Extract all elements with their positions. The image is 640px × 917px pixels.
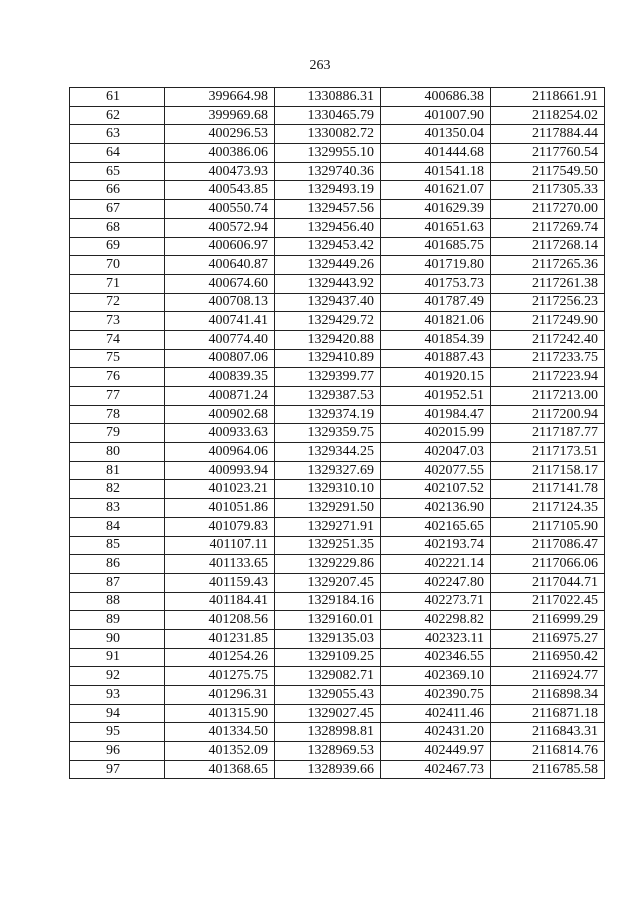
table-row (70, 312, 605, 331)
point-number-cell: 82 (70, 480, 165, 499)
y2-cell: 2116999.29 (491, 611, 605, 630)
y2-cell: 2117549.50 (491, 162, 605, 181)
y1-cell: 1330886.31 (275, 88, 381, 107)
table-row (70, 368, 605, 387)
table-row (70, 106, 605, 125)
x1-cell: 400933.63 (165, 424, 275, 443)
y1-cell: 1329310.10 (275, 480, 381, 499)
point-number-cell: 74 (70, 330, 165, 349)
x1-cell: 399969.68 (165, 106, 275, 125)
point-number-cell: 94 (70, 704, 165, 723)
x1-cell: 400708.13 (165, 293, 275, 312)
y2-cell: 2117187.77 (491, 424, 605, 443)
point-number-cell: 90 (70, 629, 165, 648)
y2-cell: 2117223.94 (491, 368, 605, 387)
x2-cell: 401854.39 (381, 330, 491, 349)
x1-cell: 400871.24 (165, 387, 275, 406)
point-number-cell: 76 (70, 368, 165, 387)
x1-cell: 400640.87 (165, 256, 275, 275)
y1-cell: 1329135.03 (275, 629, 381, 648)
table-row (70, 181, 605, 200)
y2-cell: 2117270.00 (491, 200, 605, 219)
y1-cell: 1329271.91 (275, 517, 381, 536)
point-number-cell: 71 (70, 274, 165, 293)
point-number-cell: 75 (70, 349, 165, 368)
x2-cell: 401984.47 (381, 405, 491, 424)
y2-cell: 2117213.00 (491, 387, 605, 406)
table-row (70, 330, 605, 349)
y1-cell: 1329082.71 (275, 667, 381, 686)
table-row (70, 88, 605, 107)
table-row (70, 667, 605, 686)
y2-cell: 2117158.17 (491, 461, 605, 480)
y1-cell: 1330082.72 (275, 125, 381, 144)
table-row (70, 723, 605, 742)
x1-cell: 400964.06 (165, 443, 275, 462)
table-row (70, 200, 605, 219)
point-number-cell: 79 (70, 424, 165, 443)
x2-cell: 402411.46 (381, 704, 491, 723)
y2-cell: 2117105.90 (491, 517, 605, 536)
y2-cell: 2117022.45 (491, 592, 605, 611)
y1-cell: 1329453.42 (275, 237, 381, 256)
x2-cell: 402390.75 (381, 686, 491, 705)
x1-cell: 401275.75 (165, 667, 275, 686)
y1-cell: 1328939.66 (275, 760, 381, 779)
y1-cell: 1329456.40 (275, 218, 381, 237)
x2-cell: 401621.07 (381, 181, 491, 200)
x2-cell: 401821.06 (381, 312, 491, 331)
point-number-cell: 73 (70, 312, 165, 331)
page-number: 263 (309, 58, 331, 73)
table-row (70, 293, 605, 312)
y2-cell: 2117305.33 (491, 181, 605, 200)
y1-cell: 1329493.19 (275, 181, 381, 200)
point-number-cell: 68 (70, 218, 165, 237)
x1-cell: 400296.53 (165, 125, 275, 144)
y2-cell: 2117141.78 (491, 480, 605, 499)
x2-cell: 401651.63 (381, 218, 491, 237)
y2-cell: 2116924.77 (491, 667, 605, 686)
x2-cell: 401444.68 (381, 144, 491, 163)
x1-cell: 400902.68 (165, 405, 275, 424)
x1-cell: 401107.11 (165, 536, 275, 555)
x1-cell: 400993.94 (165, 461, 275, 480)
y2-cell: 2117269.74 (491, 218, 605, 237)
y2-cell: 2118661.91 (491, 88, 605, 107)
x2-cell: 402273.71 (381, 592, 491, 611)
x2-cell: 402015.99 (381, 424, 491, 443)
table-row (70, 405, 605, 424)
point-number-cell: 86 (70, 555, 165, 574)
table-row (70, 424, 605, 443)
y2-cell: 2117268.14 (491, 237, 605, 256)
x2-cell: 402431.20 (381, 723, 491, 742)
table-row (70, 125, 605, 144)
table-row (70, 611, 605, 630)
x2-cell: 402369.10 (381, 667, 491, 686)
coordinate-table-body (70, 88, 605, 779)
x1-cell: 401334.50 (165, 723, 275, 742)
table-row (70, 499, 605, 518)
table-row (70, 218, 605, 237)
point-number-cell: 93 (70, 686, 165, 705)
point-number-cell: 96 (70, 742, 165, 761)
x2-cell: 401887.43 (381, 349, 491, 368)
x2-cell: 402193.74 (381, 536, 491, 555)
y1-cell: 1329207.45 (275, 573, 381, 592)
x1-cell: 400741.41 (165, 312, 275, 331)
table-row (70, 387, 605, 406)
x1-cell: 400572.94 (165, 218, 275, 237)
table-row (70, 536, 605, 555)
x1-cell: 401352.09 (165, 742, 275, 761)
point-number-cell: 69 (70, 237, 165, 256)
y1-cell: 1329229.86 (275, 555, 381, 574)
x1-cell: 400674.60 (165, 274, 275, 293)
point-number-cell: 81 (70, 461, 165, 480)
point-number-cell: 83 (70, 499, 165, 518)
point-number-cell: 88 (70, 592, 165, 611)
table-row (70, 555, 605, 574)
y1-cell: 1329184.16 (275, 592, 381, 611)
y2-cell: 2117173.51 (491, 443, 605, 462)
x2-cell: 402247.80 (381, 573, 491, 592)
x2-cell: 402221.14 (381, 555, 491, 574)
x2-cell: 402467.73 (381, 760, 491, 779)
x1-cell: 401368.65 (165, 760, 275, 779)
y1-cell: 1329449.26 (275, 256, 381, 275)
y2-cell: 2117044.71 (491, 573, 605, 592)
y1-cell: 1329420.88 (275, 330, 381, 349)
table-row (70, 349, 605, 368)
table-row (70, 144, 605, 163)
y1-cell: 1328969.53 (275, 742, 381, 761)
table-row (70, 274, 605, 293)
y2-cell: 2117124.35 (491, 499, 605, 518)
coordinate-table (69, 87, 605, 779)
x2-cell: 402346.55 (381, 648, 491, 667)
y2-cell: 2116843.31 (491, 723, 605, 742)
x2-cell: 402449.97 (381, 742, 491, 761)
y1-cell: 1329399.77 (275, 368, 381, 387)
y1-cell: 1329160.01 (275, 611, 381, 630)
y1-cell: 1329955.10 (275, 144, 381, 163)
x1-cell: 400473.93 (165, 162, 275, 181)
y2-cell: 2117265.36 (491, 256, 605, 275)
x1-cell: 400550.74 (165, 200, 275, 219)
point-number-cell: 66 (70, 181, 165, 200)
x2-cell: 402136.90 (381, 499, 491, 518)
x2-cell: 402077.55 (381, 461, 491, 480)
x2-cell: 401952.51 (381, 387, 491, 406)
point-number-cell: 62 (70, 106, 165, 125)
point-number-cell: 89 (70, 611, 165, 630)
table-row (70, 704, 605, 723)
y1-cell: 1329740.36 (275, 162, 381, 181)
y2-cell: 2116814.76 (491, 742, 605, 761)
x2-cell: 401787.49 (381, 293, 491, 312)
y1-cell: 1328998.81 (275, 723, 381, 742)
x1-cell: 401023.21 (165, 480, 275, 499)
point-number-cell: 92 (70, 667, 165, 686)
table-row (70, 648, 605, 667)
x1-cell: 400839.35 (165, 368, 275, 387)
point-number-cell: 80 (70, 443, 165, 462)
table-row (70, 461, 605, 480)
y2-cell: 2118254.02 (491, 106, 605, 125)
x2-cell: 401685.75 (381, 237, 491, 256)
table-row (70, 686, 605, 705)
x1-cell: 401184.41 (165, 592, 275, 611)
x1-cell: 401315.90 (165, 704, 275, 723)
x1-cell: 401231.85 (165, 629, 275, 648)
y2-cell: 2117200.94 (491, 405, 605, 424)
point-number-cell: 91 (70, 648, 165, 667)
y2-cell: 2116975.27 (491, 629, 605, 648)
table-row (70, 237, 605, 256)
y1-cell: 1329344.25 (275, 443, 381, 462)
x2-cell: 401541.18 (381, 162, 491, 181)
table-row (70, 517, 605, 536)
point-number-cell: 95 (70, 723, 165, 742)
x2-cell: 402047.03 (381, 443, 491, 462)
x1-cell: 401133.65 (165, 555, 275, 574)
point-number-cell: 72 (70, 293, 165, 312)
x1-cell: 400543.85 (165, 181, 275, 200)
y1-cell: 1329359.75 (275, 424, 381, 443)
point-number-cell: 84 (70, 517, 165, 536)
y2-cell: 2117086.47 (491, 536, 605, 555)
y1-cell: 1329251.35 (275, 536, 381, 555)
y1-cell: 1329374.19 (275, 405, 381, 424)
x2-cell: 401753.73 (381, 274, 491, 293)
x1-cell: 401159.43 (165, 573, 275, 592)
x2-cell: 401719.80 (381, 256, 491, 275)
y2-cell: 2116871.18 (491, 704, 605, 723)
y1-cell: 1330465.79 (275, 106, 381, 125)
table-row (70, 573, 605, 592)
x2-cell: 400686.38 (381, 88, 491, 107)
y1-cell: 1329443.92 (275, 274, 381, 293)
table-row (70, 162, 605, 181)
point-number-cell: 87 (70, 573, 165, 592)
y2-cell: 2117261.38 (491, 274, 605, 293)
y1-cell: 1329055.43 (275, 686, 381, 705)
y1-cell: 1329387.53 (275, 387, 381, 406)
x1-cell: 401208.56 (165, 611, 275, 630)
table-row (70, 760, 605, 779)
x2-cell: 401350.04 (381, 125, 491, 144)
table-row (70, 592, 605, 611)
y1-cell: 1329457.56 (275, 200, 381, 219)
x2-cell: 402165.65 (381, 517, 491, 536)
y2-cell: 2117233.75 (491, 349, 605, 368)
point-number-cell: 85 (70, 536, 165, 555)
x2-cell: 402323.11 (381, 629, 491, 648)
point-number-cell: 61 (70, 88, 165, 107)
y1-cell: 1329410.89 (275, 349, 381, 368)
point-number-cell: 78 (70, 405, 165, 424)
y2-cell: 2116950.42 (491, 648, 605, 667)
point-number-cell: 64 (70, 144, 165, 163)
x1-cell: 401254.26 (165, 648, 275, 667)
y2-cell: 2116785.58 (491, 760, 605, 779)
x2-cell: 402107.52 (381, 480, 491, 499)
table-row (70, 480, 605, 499)
x2-cell: 401920.15 (381, 368, 491, 387)
y1-cell: 1329109.25 (275, 648, 381, 667)
y2-cell: 2116898.34 (491, 686, 605, 705)
y2-cell: 2117249.90 (491, 312, 605, 331)
x2-cell: 401007.90 (381, 106, 491, 125)
x2-cell: 402298.82 (381, 611, 491, 630)
y2-cell: 2117256.23 (491, 293, 605, 312)
y2-cell: 2117760.54 (491, 144, 605, 163)
x2-cell: 401629.39 (381, 200, 491, 219)
y1-cell: 1329291.50 (275, 499, 381, 518)
x1-cell: 399664.98 (165, 88, 275, 107)
table-row (70, 443, 605, 462)
point-number-cell: 77 (70, 387, 165, 406)
point-number-cell: 97 (70, 760, 165, 779)
y1-cell: 1329327.69 (275, 461, 381, 480)
x1-cell: 400807.06 (165, 349, 275, 368)
x1-cell: 400774.40 (165, 330, 275, 349)
y2-cell: 2117884.44 (491, 125, 605, 144)
table-row (70, 742, 605, 761)
point-number-cell: 65 (70, 162, 165, 181)
x1-cell: 401079.83 (165, 517, 275, 536)
point-number-cell: 67 (70, 200, 165, 219)
y2-cell: 2117242.40 (491, 330, 605, 349)
x1-cell: 400606.97 (165, 237, 275, 256)
point-number-cell: 63 (70, 125, 165, 144)
y1-cell: 1329429.72 (275, 312, 381, 331)
x1-cell: 400386.06 (165, 144, 275, 163)
table-row (70, 629, 605, 648)
y1-cell: 1329437.40 (275, 293, 381, 312)
y1-cell: 1329027.45 (275, 704, 381, 723)
x1-cell: 401051.86 (165, 499, 275, 518)
x1-cell: 401296.31 (165, 686, 275, 705)
y2-cell: 2117066.06 (491, 555, 605, 574)
table-row (70, 256, 605, 275)
point-number-cell: 70 (70, 256, 165, 275)
